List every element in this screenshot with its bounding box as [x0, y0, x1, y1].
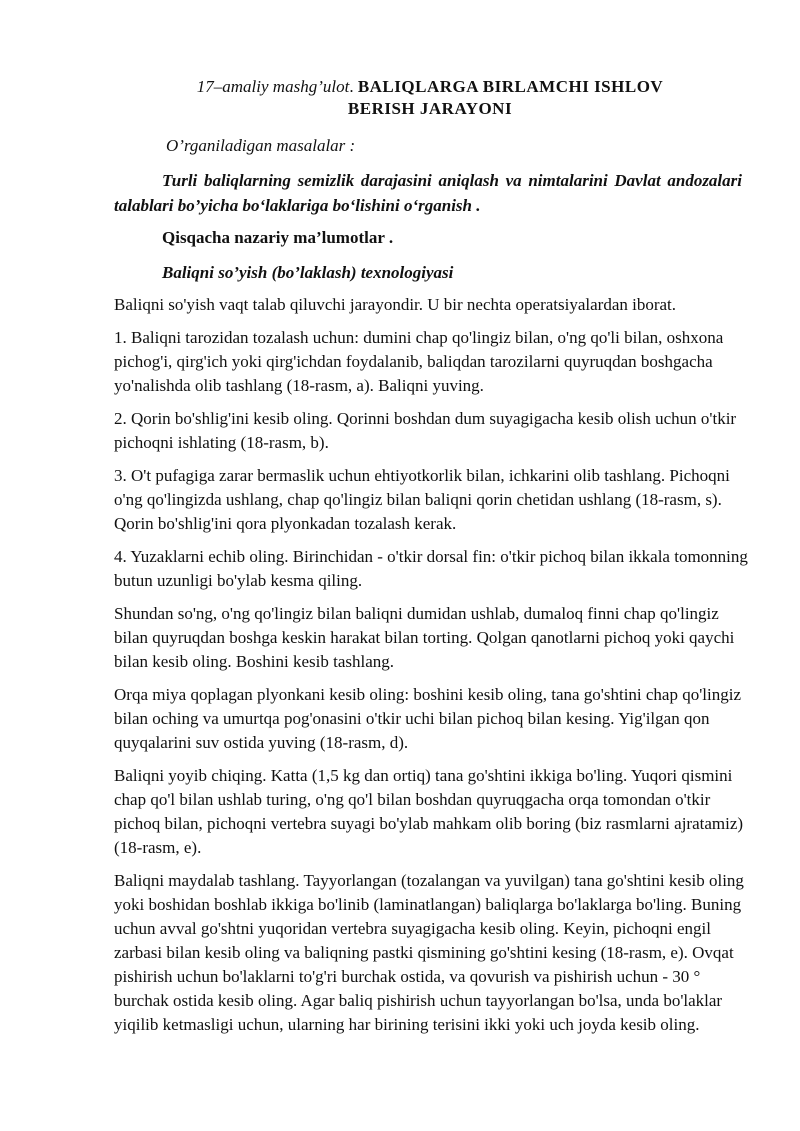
- paragraph: 1. Baliqni tarozidan tozalash uchun: dumini chap qo'lingiz bilan, o'ng qo'li bilan, oshxona pichog'i, qirg'ich yoki qirg'ichdan foydalanib, baliqdan tarozilarni quyruqdan boshgacha yo'nalishda olib tashlang (18-rasm, a). Baliqni yuving.: [114, 328, 724, 395]
- paragraph: 2. Qorin bo'shlig'ini kesib oling. Qorinni boshdan dum suyagigacha kesib olish uchun o'tkir pichoqni ishlating (18-rasm, b).: [114, 409, 737, 452]
- lesson-goal: Turli baliqlarning semizlik darajasini aniqlash va nimtalarini Davlat andozalari talablari bo’yicha bo‘laklariga bo‘lishini o‘rganish .: [114, 171, 742, 215]
- paragraph: 4. Yuzaklarni echib oling. Birinchidan - o'tkir dorsal fin: o'tkir pichoq bilan ikkala tomonning butun uzunligi bo'ylab kesma qiling.: [114, 547, 748, 590]
- title-line-1: BALIQLARGA BIRLAMCHI ISHLOV: [357, 77, 664, 96]
- page-title: 17–amaliy mashg’ulot. BALIQLARGA BIRLAMCHI ISHLOV BERISH JARAYONI: [196, 77, 664, 118]
- title-line-2: BERISH JARAYONI: [347, 99, 513, 118]
- paragraph: Baliqni so'yish vaqt talab qiluvchi jarayondir. U bir nechta operatsiyalardan iborat.: [114, 295, 677, 314]
- theory-heading: Qisqacha nazariy ma’lumotlar .: [162, 228, 394, 247]
- paragraph: 3. O't pufagiga zarar bermaslik uchun ehtiyotkorlik bilan, ichkarini olib tashlang. Pichoqni o'ng qo'lingizda ushlang, chap qo'lingiz bilan baliqni qorin chetidan ushlang (18-rasm, s). Qorin bo'shlig'ini qora plyonkadan tozalash kerak.: [114, 466, 730, 533]
- paragraph: Shundan so'ng, o'ng qo'lingiz bilan baliqni dumidan ushlab, dumaloq finni chap qo'lingiz bilan quyruqdan boshga keskin harakat bilan torting. Qolgan qanotlarni pichoq yoki qaychi bilan kesib oling. Boshini kesib tashlang.: [114, 604, 735, 671]
- paragraph: Baliqni yoyib chiqing. Katta (1,5 kg dan ortiq) tana go'shtini ikkiga bo'ling. Yuqori qismini chap qo'l bilan ushlab turing, o'ng qo'l bilan boshdan quyruqgacha orqa tomondan o'tkir pichoq bilan, pichoqni vertebra suyagi bo'ylab mahkam olib boring (biz rasmlarni ajratamiz) (18-rasm, e).: [114, 766, 744, 857]
- lesson-number: 17–amaliy mashg’ulot: [196, 77, 350, 96]
- topics-subtitle: O’rganiladigan masalalar :: [166, 136, 356, 155]
- paragraph: Baliqni maydalab tashlang. Tayyorlangan (tozalangan va yuvilgan) tana go'shtini kesib oling yoki boshidan boshlab ikkiga bo'linib (laminatlangan) baliqlarga bo'laklarga bo'ling. Buning uchun avval go'shtni yuqoridan vertebra suyagigacha kesib oling. Keyin, pichoqni engil zarbasi bilan kesib oling va baliqning pastki qismining go'shtini kesing (18-rasm, e). Ovqat pishirish uchun bo'laklarni to'g'ri burchak ostida, va qovurish va pishirish uchun - 30 ° burchak ostida kesib oling. Agar baliq pishirish uchun tayyorlangan bo'lsa, unda bo'laklar yiqilib ketmasligi uchun, ularning har birining terisini ikki yoki uch joyda kesib oling.: [114, 871, 744, 1034]
- body-text: [114, 293, 754, 1046]
- technology-heading: Baliqni so’yish (bo’laklash) texnologiyasi: [162, 263, 454, 282]
- paragraph: Orqa miya qoplagan plyonkani kesib oling: boshini kesib oling, tana go'shtini chap qo'lingiz bilan oching va umurtqa pog'onasini o'tkir uchi bilan pichoq bilan kesing. Yig'ilgan qon quyqalarini suv ostida yuving (18-rasm, d).: [114, 685, 742, 752]
